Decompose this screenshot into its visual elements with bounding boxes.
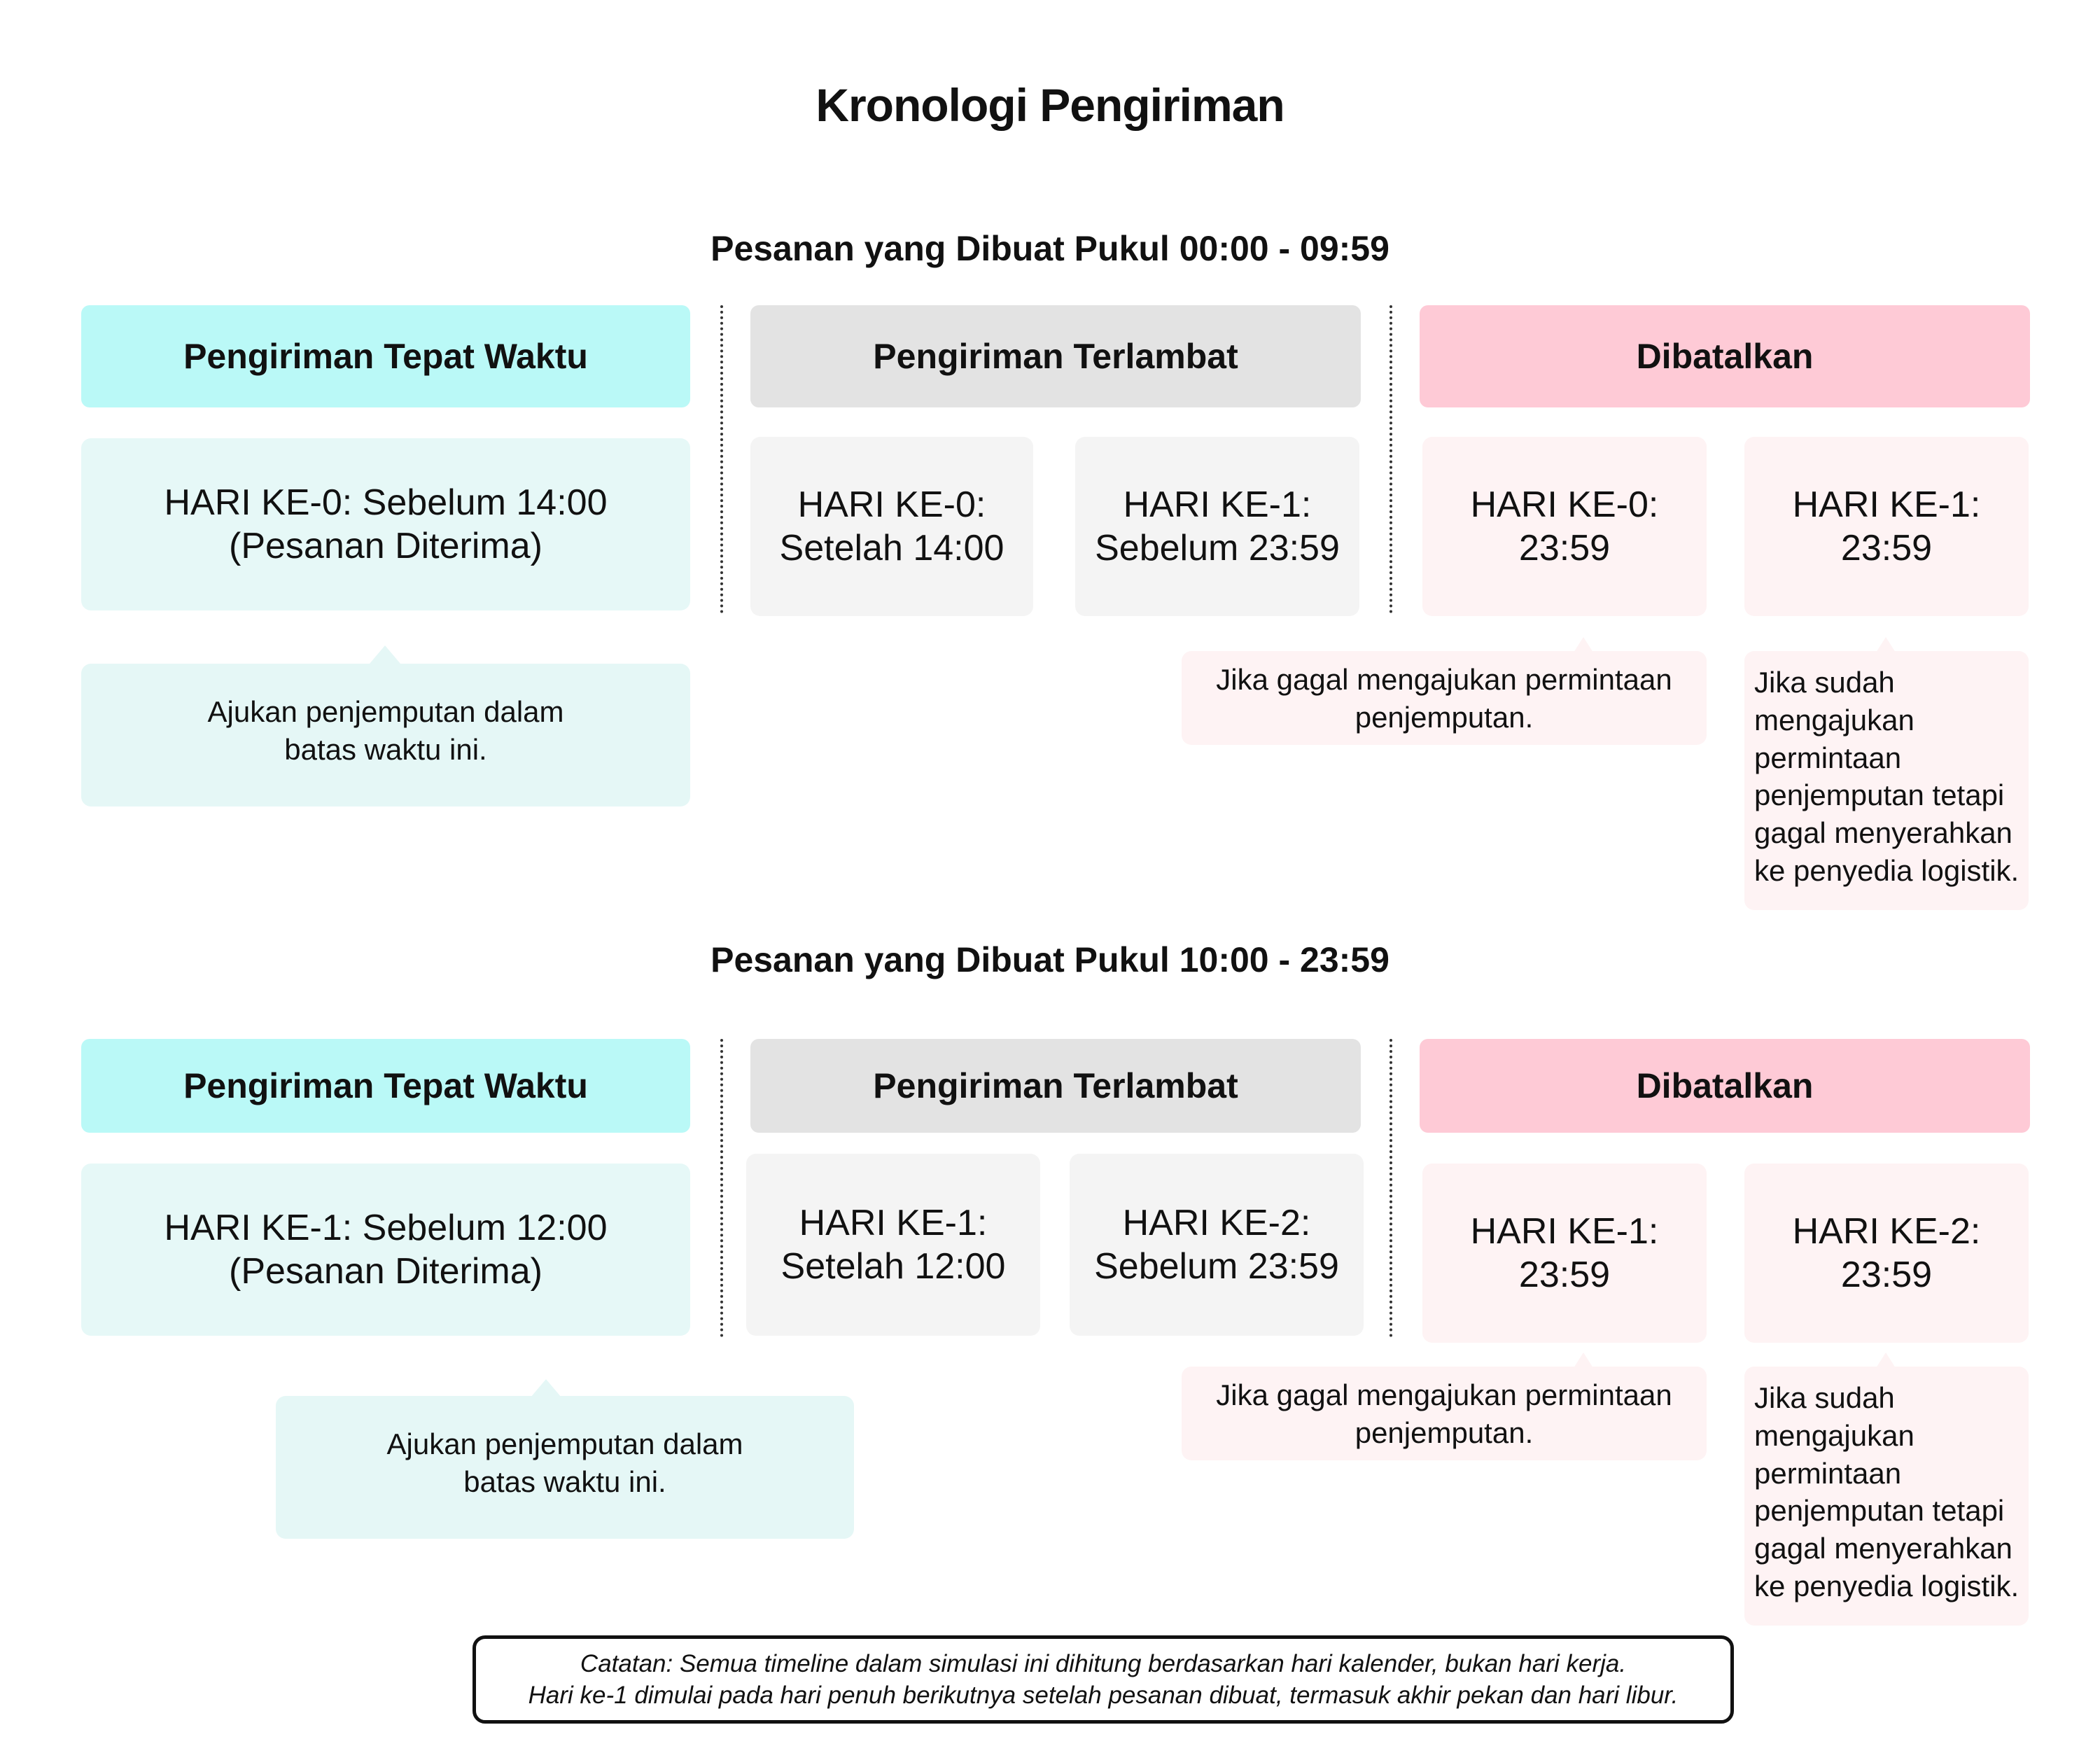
card-line: HARI KE-0:: [1470, 484, 1659, 525]
late-deadline-card: [1070, 1154, 1364, 1336]
footnote-line: Catatan: Semua timeline dalam simulasi ini dihitung berdasarkan hari kalender, bukan hari kerja.: [580, 1649, 1627, 1677]
column-divider: [1390, 305, 1392, 613]
note-line: penjemputan.: [1354, 700, 1534, 734]
note-line: ke penyedia logistik.: [1754, 853, 2019, 887]
note-line: batas waktu ini.: [284, 732, 487, 766]
column-divider: [720, 1039, 723, 1337]
on-time-header: Pengiriman Tepat Waktu: [81, 305, 690, 407]
card-line: HARI KE-2:: [1792, 1210, 1981, 1252]
late-deadline-card: [750, 437, 1033, 616]
card-line: HARI KE-1:: [1792, 484, 1981, 525]
note-line: mengajukan: [1754, 1418, 1914, 1452]
card-line: 23:59: [1518, 1255, 1611, 1295]
cancelled-header: Dibatalkan: [1420, 1039, 2030, 1133]
note-line: penjemputan tetapi: [1754, 778, 2005, 812]
late-header: Pengiriman Terlambat: [750, 1039, 1361, 1133]
card-line: Setelah 12:00: [780, 1246, 1006, 1287]
note-line: penjemputan.: [1354, 1416, 1534, 1449]
note-line: penjemputan tetapi: [1754, 1494, 2005, 1528]
note-line: mengajukan: [1754, 703, 1914, 736]
callout-pointer: [1876, 637, 1896, 652]
column-divider: [1390, 1039, 1392, 1337]
page-title: Kronologi Pengiriman: [816, 79, 1284, 131]
card-line: 23:59: [1840, 528, 1933, 568]
card-line: 23:59: [1518, 528, 1611, 568]
note-line: gagal menyerahkan: [1754, 1532, 2012, 1565]
late-header: Pengiriman Terlambat: [750, 305, 1361, 407]
callout-pointer: [1876, 1353, 1896, 1368]
card-line: HARI KE-0:: [797, 484, 986, 525]
card-line: HARI KE-2:: [1122, 1202, 1311, 1243]
callout-pointer: [1574, 1353, 1593, 1368]
card-line: Sebelum 23:59: [1094, 1246, 1339, 1287]
card-line: HARI KE-1:: [799, 1202, 988, 1243]
cancel-deadline-card: [1744, 437, 2029, 616]
note-line: batas waktu ini.: [463, 1465, 666, 1498]
fail-request-note: [1182, 651, 1707, 745]
section-heading-1: Pesanan yang Dibuat Pukul 00:00 - 09:59: [710, 229, 1390, 268]
card-line: (Pesanan Diterima): [229, 526, 542, 566]
note-line: permintaan: [1754, 1456, 1902, 1490]
fail-request-note: [1182, 1367, 1707, 1460]
column-divider: [720, 305, 723, 613]
card-line: 23:59: [1840, 1255, 1933, 1295]
card-line: (Pesanan Diterima): [229, 1251, 542, 1292]
cancel-deadline-card: [1422, 1164, 1707, 1343]
note-line: gagal menyerahkan: [1754, 816, 2012, 849]
card-line: HARI KE-1: Sebelum 12:00: [164, 1207, 608, 1248]
callout-pointer: [370, 645, 400, 664]
note-line: Ajukan penjemputan dalam: [386, 1427, 743, 1460]
cancel-deadline-card: [1744, 1164, 2029, 1343]
fail-handover-note: [1744, 651, 2029, 910]
cancel-deadline-card: [1422, 437, 1707, 616]
on-time-header: Pengiriman Tepat Waktu: [81, 1039, 690, 1133]
note-line: Jika gagal mengajukan permintaan: [1216, 663, 1672, 696]
on-time-deadline-card: [81, 1164, 690, 1336]
pickup-note: [81, 664, 690, 806]
note-line: Ajukan penjemputan dalam: [207, 695, 564, 728]
card-line: Setelah 14:00: [779, 528, 1004, 568]
section-heading-2: Pesanan yang Dibuat Pukul 10:00 - 23:59: [710, 940, 1390, 979]
late-deadline-card: [1075, 437, 1359, 616]
note-line: Jika sudah: [1754, 666, 1895, 699]
card-line: Sebelum 23:59: [1095, 528, 1340, 568]
card-line: HARI KE-1:: [1470, 1210, 1659, 1252]
on-time-deadline-card: [81, 438, 690, 610]
callout-pointer: [531, 1379, 561, 1397]
pickup-note: [276, 1396, 854, 1539]
note-line: Jika gagal mengajukan permintaan: [1216, 1378, 1672, 1411]
footnote-line: Hari ke-1 dimulai pada hari penuh berikutnya setelah pesanan dibuat, termasuk akhir pekan dan hari libur.: [528, 1682, 1679, 1709]
card-line: HARI KE-0: Sebelum 14:00: [164, 482, 608, 523]
card-line: HARI KE-1:: [1123, 484, 1312, 525]
fail-handover-note: [1744, 1367, 2029, 1626]
note-line: Jika sudah: [1754, 1381, 1895, 1414]
callout-pointer: [1574, 637, 1593, 652]
footnote-box: [472, 1635, 1734, 1724]
note-line: permintaan: [1754, 741, 1902, 774]
late-deadline-card: [746, 1154, 1040, 1336]
cancelled-header: Dibatalkan: [1420, 305, 2030, 407]
note-line: ke penyedia logistik.: [1754, 1569, 2019, 1602]
